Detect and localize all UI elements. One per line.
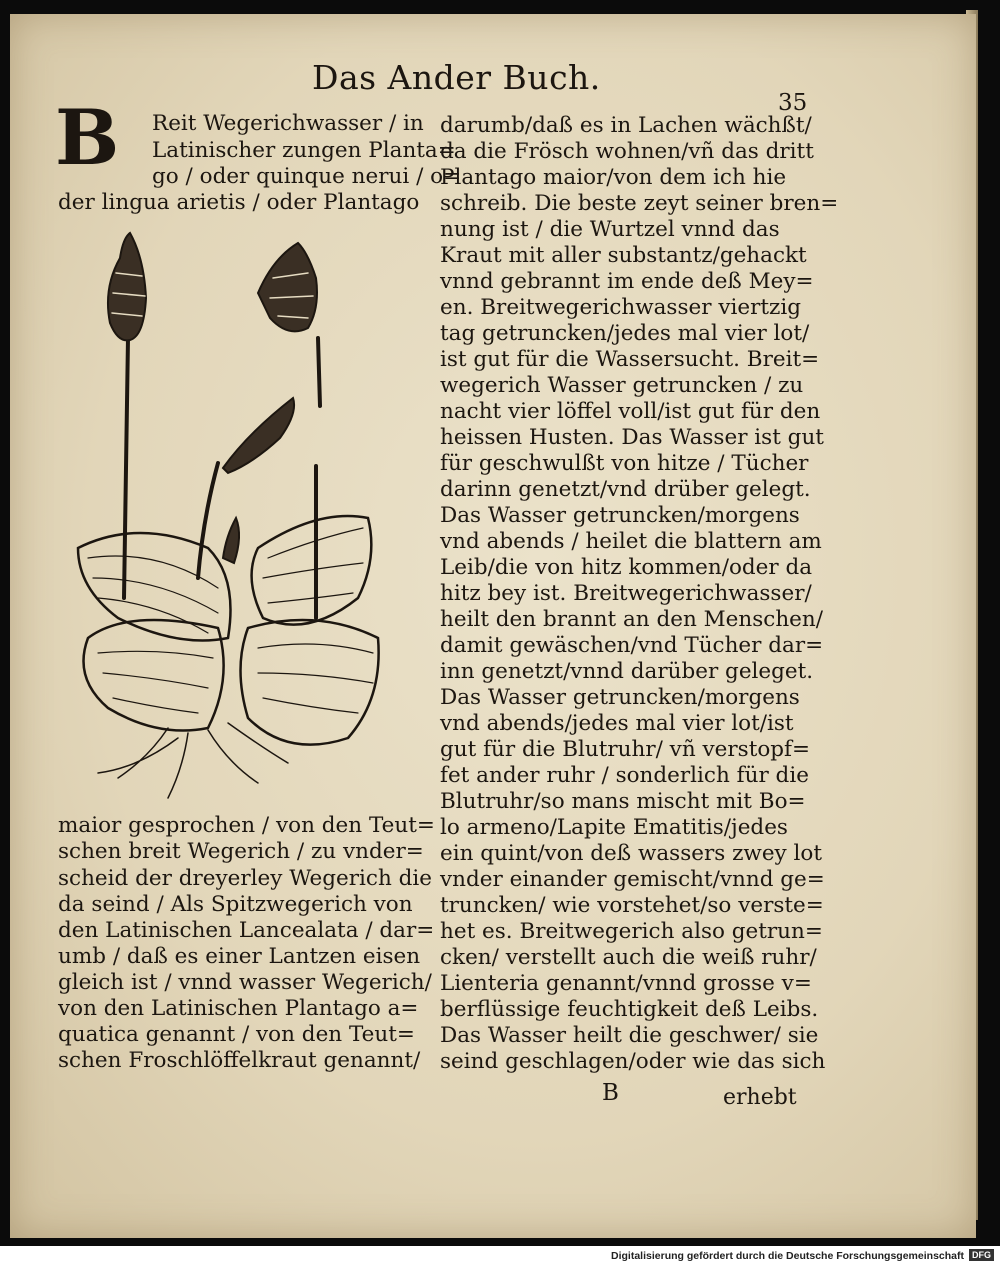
left-bottom-line: scheid der dreyerley Wegerich die <box>58 866 433 891</box>
catchword: erhebt <box>723 1085 797 1110</box>
right-line: ist gut für die Wassersucht. Breit= <box>440 347 820 372</box>
dfg-logo: DFG <box>969 1249 994 1261</box>
funding-credit: Digitalisierung gefördert durch die Deutsche Forschungsgemeinschaft <box>611 1250 964 1262</box>
signature-mark: B <box>602 1080 619 1106</box>
right-line: Leib/die von hitz kommen/oder da <box>440 555 813 580</box>
right-line: tag getruncken/jedes mal vier lot/ <box>440 321 810 346</box>
left-bottom-line: von den Latinischen Plantago a= <box>58 996 419 1021</box>
drop-cap: B <box>55 93 120 182</box>
right-line: inn genetzt/vnnd darüber geleget. <box>440 659 814 684</box>
right-line: Das Wasser getruncken/morgens <box>440 685 800 710</box>
left-top-line: Reit Wegerichwasser / in <box>152 111 424 136</box>
right-line: hitz bey ist. Breitwegerichwasser/ <box>440 581 812 606</box>
page-number: 35 <box>778 90 808 116</box>
right-line: vnder einander gemischt/vnnd ge= <box>440 867 825 892</box>
left-top-line: Latinischer zungen Planta= <box>152 138 456 163</box>
left-top-line: der lingua arietis / oder Plantago <box>58 190 420 215</box>
running-head: Das Ander Buch. <box>312 58 601 97</box>
left-bottom-line: quatica genannt / von den Teut= <box>58 1022 415 1047</box>
right-line: vnnd gebrannt im ende deß Mey= <box>440 269 814 294</box>
left-bottom-line: maior gesprochen / von den Teut= <box>58 813 435 838</box>
right-line: nung ist / die Wurtzel vnnd das <box>440 217 780 242</box>
left-bottom-line: schen breit Wegerich / zu vnder= <box>58 839 424 864</box>
right-line: fet ander ruhr / sonderlich für die <box>440 763 809 788</box>
right-line: nacht vier löffel voll/ist gut für den <box>440 399 821 424</box>
right-line: lo armeno/Lapite Ematitis/jedes <box>440 815 788 840</box>
right-line: seind geschlagen/oder wie das sich <box>440 1049 826 1074</box>
right-line: Das Wasser heilt die geschwer/ sie <box>440 1023 819 1048</box>
right-line: vnd abends/jedes mal vier lot/ist <box>440 711 794 736</box>
right-line: Lienteria genannt/vnnd grosse v= <box>440 971 812 996</box>
right-line: Kraut mit aller substantz/gehackt <box>440 243 807 268</box>
right-line: schreib. Die beste zeyt seiner bren= <box>440 191 839 216</box>
right-line: darumb/daß es in Lachen wächßt/ <box>440 113 812 138</box>
right-line: en. Breitwegerichwasser viertzig <box>440 295 801 320</box>
plantain-woodcut-illustration <box>58 218 423 803</box>
right-line: cken/ verstellt auch die weiß ruhr/ <box>440 945 817 970</box>
right-line: berflüssige feuchtigkeit deß Leibs. <box>440 997 819 1022</box>
right-line: Das Wasser getruncken/morgens <box>440 503 800 528</box>
right-line: heissen Husten. Das Wasser ist gut <box>440 425 824 450</box>
right-line: Plantago maior/von dem ich hie <box>440 165 787 190</box>
right-line: da die Frösch wohnen/vñ das dritt <box>440 139 814 164</box>
left-bottom-line: schen Froschlöffelkraut genannt/ <box>58 1048 421 1073</box>
left-bottom-line: da seind / Als Spitzwegerich von <box>58 892 413 917</box>
right-line: wegerich Wasser getruncken / zu <box>440 373 804 398</box>
right-line: gut für die Blutruhr/ vñ verstopf= <box>440 737 811 762</box>
right-line: damit gewäschen/vnd Tücher dar= <box>440 633 824 658</box>
left-bottom-line: den Latinischen Lancealata / dar= <box>58 918 435 943</box>
right-line: truncken/ wie vorstehet/so verste= <box>440 893 824 918</box>
right-line: vnd abends / heilet die blattern am <box>440 529 822 554</box>
right-line: Blutruhr/so mans mischt mit Bo= <box>440 789 806 814</box>
right-line: ein quint/von deß wassers zwey lot <box>440 841 823 866</box>
right-line: heilt den brannt an den Menschen/ <box>440 607 823 632</box>
right-line: für geschwulßt von hitze / Tücher <box>440 451 809 476</box>
right-line: het es. Breitwegerich also getrun= <box>440 919 823 944</box>
left-bottom-line: gleich ist / vnnd wasser Wegerich/ <box>58 970 432 995</box>
right-line: darinn genetzt/vnd drüber gelegt. <box>440 477 811 502</box>
left-top-line: go / oder quinque nerui / o= <box>152 164 462 189</box>
left-bottom-line: umb / daß es einer Lantzen eisen <box>58 944 421 969</box>
